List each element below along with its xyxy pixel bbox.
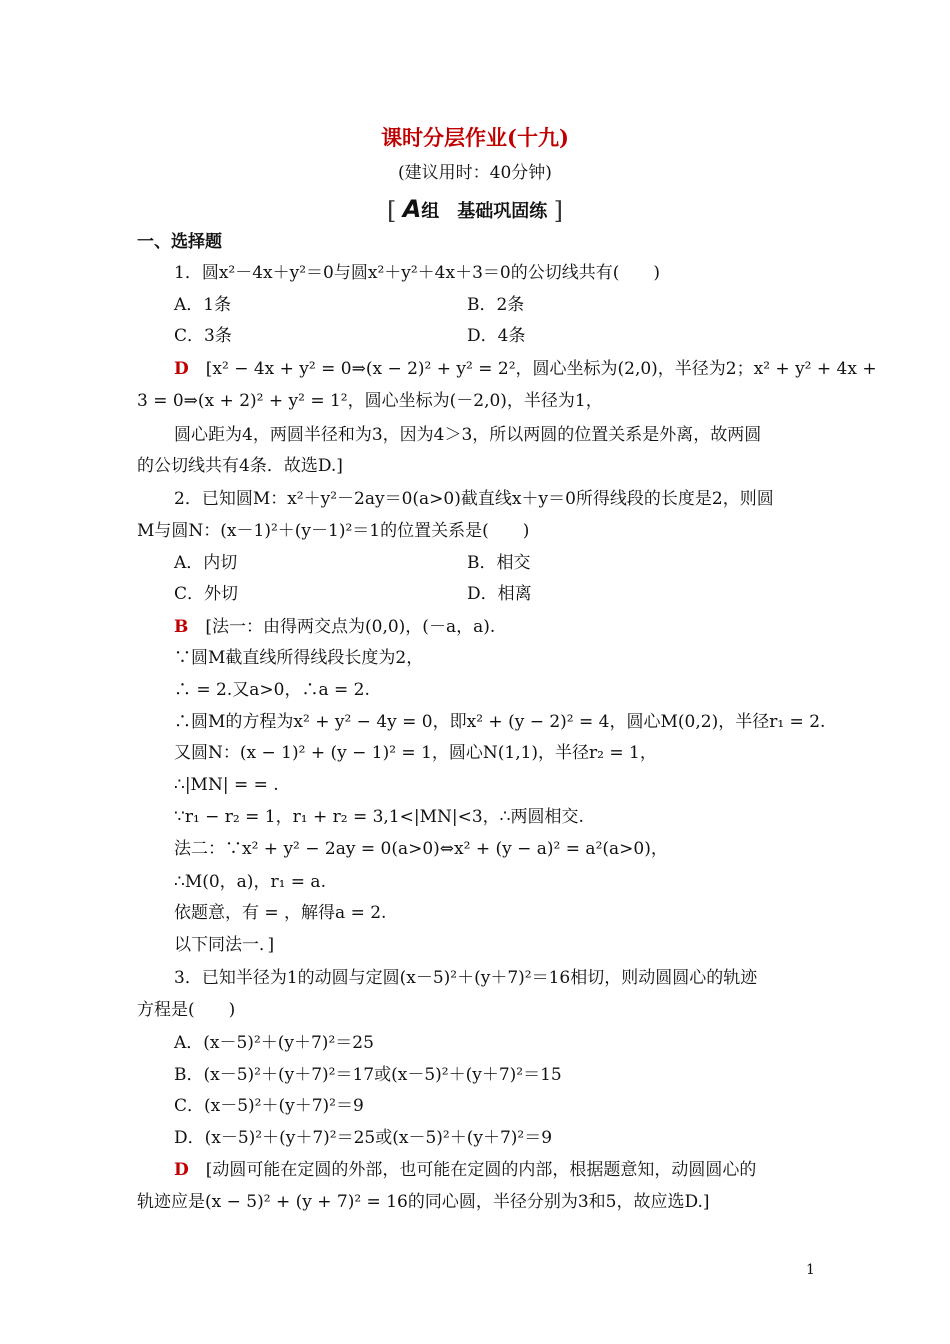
page-subtitle: (建议用时：40分钟) — [398, 163, 552, 183]
q3-solution-line-2: 轨迹应是(x − 5)² + (y + 7)² = 16的同心圆，半径分别为3和5，故应选D.] — [137, 1192, 710, 1212]
q2-solution-line-5: 又圆N：(x − 1)² + (y − 1)² = 1，圆心N(1,1)，半径r₂ = 1， — [174, 743, 657, 763]
q3-answer: D — [174, 1160, 189, 1180]
q2-solution-line-1: B [法一：由得两交点为(0,0)，(－a，a). — [174, 617, 496, 637]
q3-option-c: C．(x－5)²＋(y＋7)²＝9 — [174, 1096, 364, 1116]
q3-stem-line-2: 方程是( ) — [137, 1000, 236, 1020]
q1-option-c: C．3条 — [174, 326, 232, 346]
q2-option-b: B．相交 — [467, 553, 531, 573]
q3-option-d: D．(x－5)²＋(y＋7)²＝25或(x－5)²＋(y＋7)²＝9 — [174, 1128, 553, 1148]
q3-option-a: A．(x－5)²＋(y＋7)²＝25 — [174, 1033, 374, 1053]
q1-option-d: D．4条 — [467, 326, 526, 346]
group-bracket-left: [ — [387, 197, 397, 225]
section-heading: 一、选择题 — [137, 232, 222, 252]
q1-option-a: A．1条 — [174, 295, 232, 315]
page-title: 课时分层作业(十九) — [381, 125, 569, 150]
q3-option-b: B．(x－5)²＋(y＋7)²＝17或(x－5)²＋(y＋7)²＝15 — [174, 1065, 562, 1085]
q1-option-b: B．2条 — [467, 295, 525, 315]
group-label: 组 基础巩固练 — [421, 201, 548, 222]
q2-solution-line-8: 法二：∵x² + y² − 2ay = 0(a>0)⇔x² + (y − a)² = a²(a>0)， — [174, 839, 668, 859]
q2-option-d: D．相离 — [467, 584, 532, 604]
q1-solution-line-3: 圆心距为4，两圆半径和为3，因为4＞3，所以两圆的位置关系是外离，故两圆 — [174, 425, 762, 445]
q1-solution-line-4: 的公切线共有4条．故选D.] — [137, 456, 343, 476]
q1-solution-line-2: 3 = 0⇒(x + 2)² + y² = 1²，圆心坐标为(－2,0)，半径为1， — [137, 391, 603, 411]
q2-solution-line-4: ∴圆M的方程为x² + y² − 4y = 0，即x² + (y − 2)² = 4，圆心M(0,2)，半径r₁ = 2. — [174, 712, 826, 732]
q2-solution-line-10: 依题意，有 = ，解得a = 2. — [174, 903, 387, 923]
group-bracket-right: ] — [553, 197, 563, 225]
q2-solution-line-6: ∴|MN| = = . — [174, 775, 279, 795]
q1-solution-line-1: D [x² − 4x + y² = 0⇒(x − 2)² + y² = 2²，圆心坐标为(2,0)，半径为2；x² + y² + 4x + — [174, 359, 877, 379]
group-heading — [0, 195, 950, 225]
q2-solution-line-9: ∴M(0，a)，r₁ = a. — [174, 872, 326, 892]
q2-option-a: A．内切 — [174, 553, 238, 573]
q3-stem-line-1: 3．已知半径为1的动圆与定圆(x－5)²＋(y＋7)²＝16相切，则动圆圆心的轨迹 — [174, 968, 758, 988]
q2-solution-line-3: ∴ = 2.又a>0，∴a = 2. — [174, 680, 370, 700]
q2-option-c: C．外切 — [174, 584, 239, 604]
q2-solution-line-11: 以下同法一．] — [174, 935, 275, 955]
q3-solution-line-1: D [动圆可能在定圆的外部，也可能在定圆的内部，根据题意知，动圆圆心的 — [174, 1160, 757, 1180]
q1-stem: 1．圆x²－4x＋y²＝0与圆x²＋y²＋4x＋3＝0的公切线共有( ) — [174, 263, 660, 283]
q2-solution-line-2: ∵圆M截直线所得线段长度为2， — [174, 648, 424, 668]
q2-stem-line-2: M与圆N：(x－1)²＋(y－1)²＝1的位置关系是( ) — [137, 521, 530, 541]
page-number: 1 — [806, 1262, 815, 1278]
q1-answer: D — [174, 359, 189, 379]
q2-stem-line-1: 2．已知圆M：x²＋y²－2ay＝0(a>0)截直线x＋y＝0所得线段的长度是2，则圆 — [174, 489, 774, 509]
group-letter: A — [402, 195, 422, 223]
q2-answer: B — [174, 617, 189, 637]
q2-solution-line-7: ∵r₁ − r₂ = 1，r₁ + r₂ = 3,1<|MN|<3，∴两圆相交. — [174, 807, 584, 827]
